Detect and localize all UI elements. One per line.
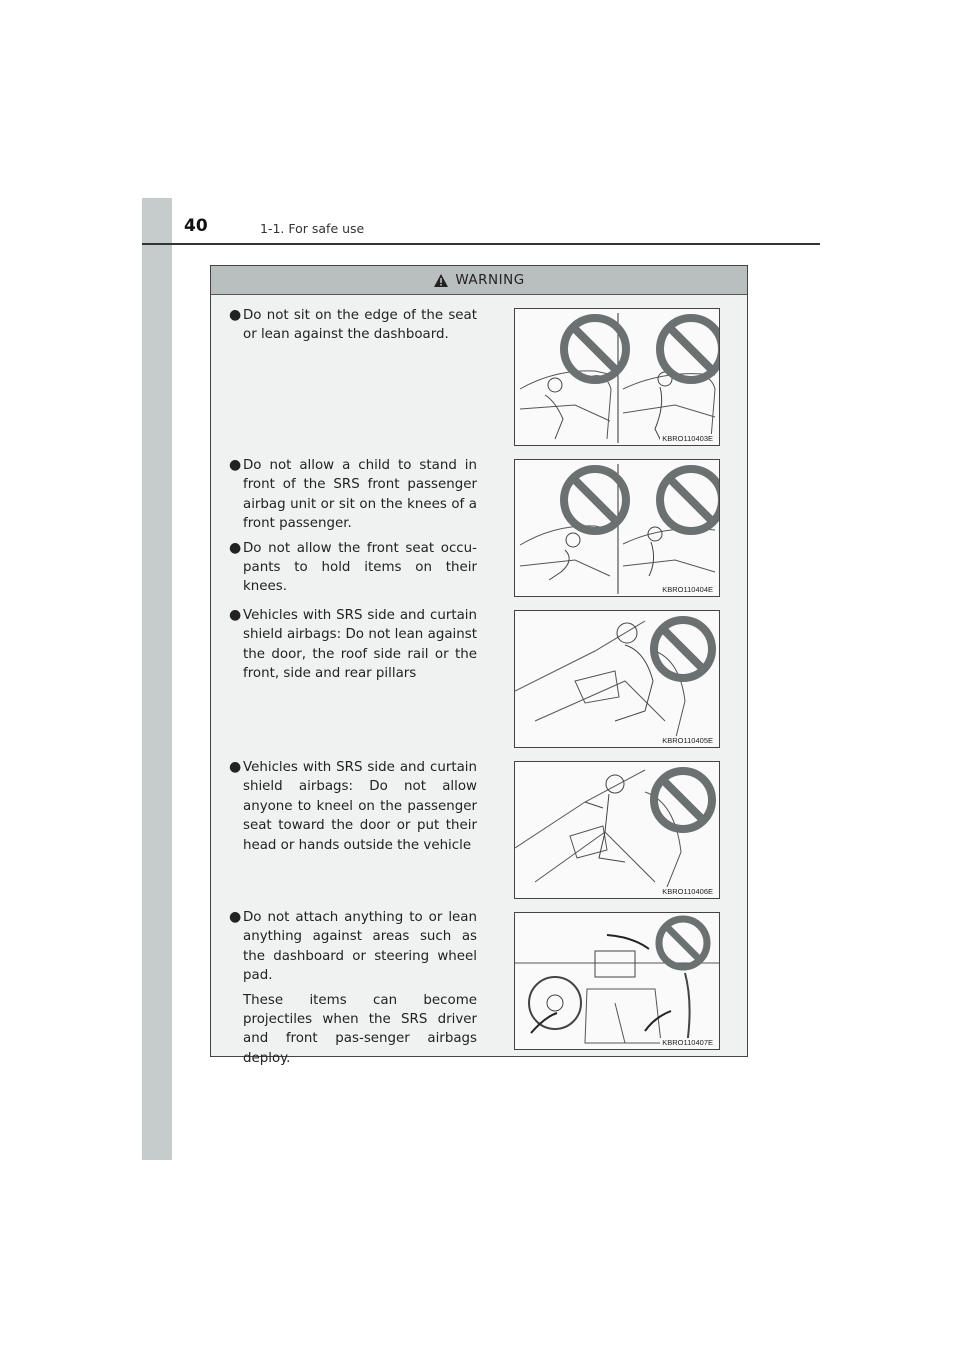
bullet-icon: ● (229, 607, 242, 623)
header-rule (142, 243, 820, 245)
warning-header (211, 266, 747, 295)
warning-item-4 (229, 758, 477, 860)
prohibited-icon (660, 469, 720, 531)
warning-title: WARNING (455, 272, 525, 288)
illustration-4 (514, 761, 720, 899)
warning-item-1 (229, 306, 477, 350)
illustration-code: KBRO110405E (662, 736, 713, 745)
prohibited-icon (654, 620, 712, 678)
bullet-icon: ● (229, 539, 242, 556)
bullet-icon: ● (229, 307, 242, 323)
list-item: ● Do not sit on the edge of the seat or lean against the dashboard. (229, 306, 477, 345)
list-item: ● Vehicles with SRS side and curtain shield airbags: Do not allow anyone to kneel on the passenger seat toward the door or put their head or hands outside the vehicle (229, 758, 477, 855)
illustration-1 (514, 308, 720, 446)
illustration-code: KBRO110403E (662, 434, 713, 443)
page-number: 40 (184, 216, 208, 236)
list-item: ● Do not allow the front seat occu-pants to hold items on their knees. (229, 539, 477, 597)
side-band (142, 198, 172, 1160)
illustration-code: KBRO110407E (662, 1038, 713, 1047)
bullet-icon: ● (229, 909, 242, 925)
prohibited-icon (659, 919, 707, 967)
list-item: ● Vehicles with SRS side and curtain shield airbags: Do not lean against the door, the roof side rail or the front, side and rear pillars (229, 606, 477, 684)
illustration-3 (514, 610, 720, 748)
section-title: 1-1. For safe use (260, 221, 365, 236)
illustration-2 (514, 459, 720, 597)
warning-item-5 (229, 908, 477, 1068)
warning-triangle-icon (433, 273, 449, 288)
illustration-5 (514, 912, 720, 1050)
list-item: ● Do not allow a child to stand in front of the SRS front passenger airbag unit or sit on the knees of a front passenger. (229, 456, 477, 534)
bullet-icon: ● (229, 759, 242, 775)
prohibited-icon (564, 469, 626, 531)
warning-item-3 (229, 606, 477, 689)
warning-note: These items can become projectiles when the SRS driver and front pas-senger airbags deploy. (243, 992, 477, 1066)
list-item: ● Do not attach anything to or lean anything against areas such as the dashboard or steering wheel pad. (229, 908, 477, 986)
bullet-icon: ● (229, 457, 242, 473)
prohibited-icon (660, 318, 720, 380)
warning-item-2 (229, 456, 477, 602)
illustration-code: KBRO110404E (662, 585, 713, 594)
prohibited-icon (654, 771, 712, 829)
illustration-code: KBRO110406E (662, 887, 713, 896)
warning-box (210, 265, 748, 1066)
